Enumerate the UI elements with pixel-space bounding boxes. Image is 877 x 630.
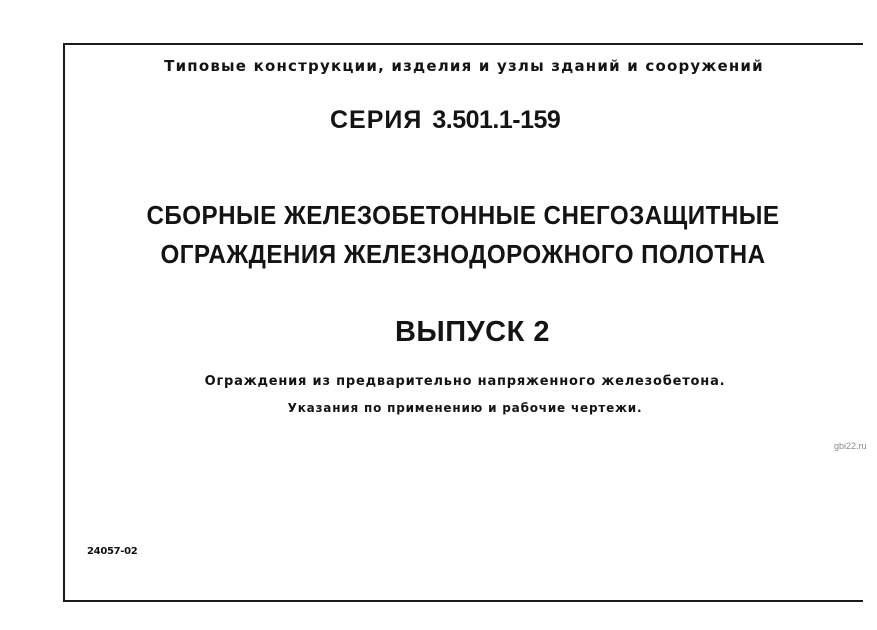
- title-line-2: ОГРАЖДЕНИЯ ЖЕЛЕЗНОДОРОЖНОГО ПОЛОТНА: [160, 239, 766, 269]
- subtitle-line-2: Указания по применению и рабочие чертежи.: [287, 401, 643, 415]
- category-line: Типовые конструкции, изделия и узлы зданий и сооружений: [164, 57, 764, 75]
- series-label: СЕРИЯ: [330, 106, 423, 134]
- issue-number: ВЫПУСК 2: [394, 316, 551, 348]
- subtitle-line-1: Ограждения из предварительно напряженного железобетона.: [204, 374, 726, 389]
- title-line-1: СБОРНЫЕ ЖЕЛЕЗОБЕТОННЫЕ СНЕГОЗАЩИТНЫЕ: [146, 200, 780, 230]
- document-code: 24057-02: [87, 546, 138, 557]
- watermark-text: gbi22.ru: [834, 441, 867, 451]
- series-number: 3.501.1-159: [432, 106, 561, 134]
- series-line: [330, 106, 630, 135]
